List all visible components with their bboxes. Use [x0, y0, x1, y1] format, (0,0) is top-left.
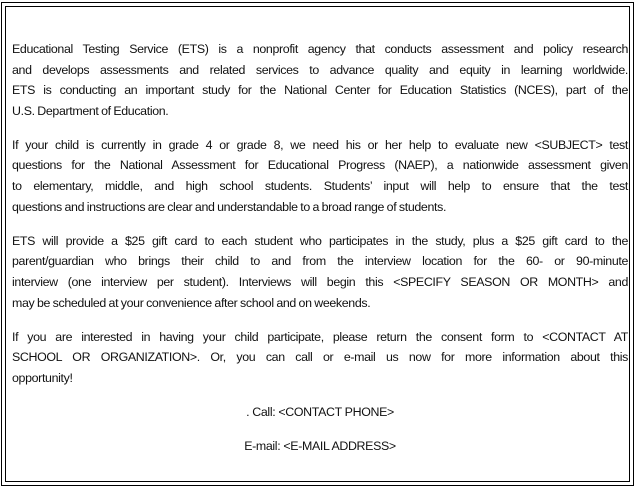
paragraph-line: Educational Testing Service (ETS) is a nonprofit agency that conducts assessment and policy research [12, 42, 628, 56]
paragraph-line: questions for the National Assessment for Educational Progress (NAEP), a nationwide assessment given [12, 158, 628, 173]
paragraph-line: and develops assessments and related services to advance quality and equity in learning worldwide. [12, 62, 628, 77]
paragraph-line: questions and instructions are clear and understandable to a broad range of students. [12, 199, 447, 214]
paragraph-line: may be scheduled at your convenience after school and on weekends. [12, 295, 371, 310]
contact-phone: . Call: <CONTACT PHONE> [246, 404, 394, 419]
contact-email: E-mail: <E-MAIL ADDRESS> [244, 439, 396, 453]
paragraph-line: to elementary, middle, and high school students. Students’ input will help to ensure that the test [12, 179, 628, 194]
paragraph-line: SCHOOL OR ORGANIZATION>. Or, you can call or e-mail us now for more information about this [12, 350, 628, 365]
paragraph-line: parent/guardian who brings their child to and from the interview location for the 60- or 90-minute [12, 254, 628, 269]
paragraph-line: interview (one interview per student). Interviews will begin this <SPECIFY SEASON OR MONTH> and [12, 274, 628, 289]
paragraph-1 [12, 39, 628, 121]
paragraph-line: ETS will provide a $25 gift card to each student who participates in the study, plus a $25 gift card to the [12, 233, 628, 248]
paragraph-line: U.S. Department of Education. [12, 103, 169, 118]
paragraph-3 [12, 231, 628, 313]
paragraph-2 [12, 135, 628, 217]
flyer-body [12, 39, 628, 457]
paragraph-line: ETS is conducting an important study for the National Center for Education Statistics (NCES), part of the [12, 83, 628, 98]
paragraph-line: If your child is currently in grade 4 or grade 8, we need his or her help to evaluate new <SUBJECT> test [12, 137, 628, 152]
paragraph-line: opportunity! [12, 370, 73, 385]
paragraph-4 [12, 327, 628, 389]
paragraph-line: If you are interested in having your child participate, please return the consent form to <CONTACT AT [12, 329, 628, 344]
